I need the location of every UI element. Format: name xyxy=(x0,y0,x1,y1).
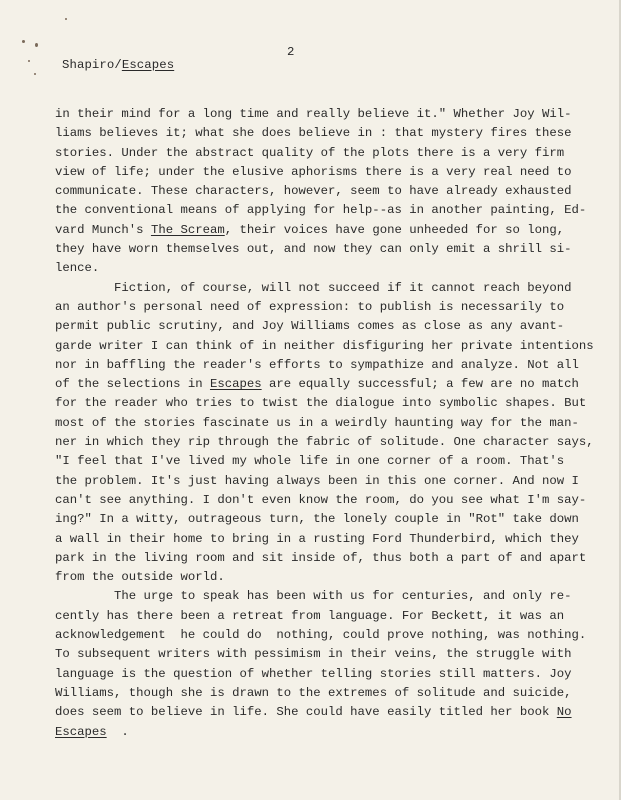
text-line: from the outside world. xyxy=(55,570,225,585)
text-line: an author's personal need of expression: to publish is necessarily to xyxy=(55,299,565,314)
text-line: the conventional means of applying for help--as in another painting, Ed- xyxy=(55,203,587,218)
margin-speck xyxy=(28,60,30,62)
text-line: vard Munch's The Scream, their voices have gone unheeded for so long, xyxy=(55,222,565,237)
text-line: in their mind for a long time and really believe it." Whether Joy Wil- xyxy=(55,107,572,121)
text-line: a wall in their home to bring in a rusting Ford Thunderbird, which they xyxy=(55,531,579,546)
text-line: nor in baffling the reader's efforts to sympathize and analyze. Not all xyxy=(55,357,579,372)
underlined-title: The Scream xyxy=(150,222,225,237)
text-line: To subsequent writers with pessimism in their veins, the struggle with xyxy=(55,647,572,662)
text-line: ing?" In a witty, outrageous turn, the lonely couple in "Rot" take down xyxy=(55,512,579,527)
margin-speck xyxy=(34,73,36,75)
underlined-title: Escapes xyxy=(55,724,107,739)
text-line: acknowledgement he could do nothing, could prove nothing, was nothing. xyxy=(55,628,587,643)
text-line: park in the living room and sit inside of, thus both a part of and apart xyxy=(55,550,587,565)
text-line: does seem to believe in life. She could have easily titled her book No xyxy=(55,705,572,720)
underlined-title: No xyxy=(556,705,572,720)
text-line: permit public scrutiny, and Joy Williams comes as close as any avant- xyxy=(55,319,565,334)
text-line: view of life; under the elusive aphorisms there is a very real need to xyxy=(55,164,572,179)
text-line: Escapes . xyxy=(55,724,129,739)
text-line: garde writer I can think of in neither disfiguring her private intentions xyxy=(55,338,594,353)
text-line: communicate. These characters, however, seem to have already exhausted xyxy=(55,184,572,199)
running-header xyxy=(62,58,174,72)
text-line: most of the stories fascinate us in a weirdly haunting way for the man- xyxy=(55,415,579,430)
text-line: Williams, though she is drawn to the extremes of solitude and suicide, xyxy=(55,685,572,700)
text-line: liams believes it; what she does believe in : that mystery fires these xyxy=(55,126,572,141)
underlined-title: Escapes xyxy=(209,377,262,392)
header-author: Shapiro/ xyxy=(62,58,122,72)
margin-speck xyxy=(35,43,38,47)
text-line: language is the question of whether telling stories still matters. Joy xyxy=(55,666,572,681)
text-line: ner in which they rip through the fabric of solitude. One character says, xyxy=(55,435,594,450)
text-line: cently has there been a retreat from language. For Beckett, it was an xyxy=(55,608,565,623)
text-line: of the selections in Escapes are equally successful; a few are no match xyxy=(55,377,579,392)
body-text xyxy=(55,105,595,742)
margin-speck xyxy=(22,40,25,43)
text-line: the problem. It's just having always been in this one corner. And now I xyxy=(55,473,579,488)
header-title: Escapes xyxy=(121,58,175,72)
text-line: "I feel that I've lived my whole life in one corner of a room. That's xyxy=(55,454,565,469)
page-number: 2 xyxy=(287,45,295,59)
text-line: lence. xyxy=(55,261,100,276)
text-line: stories. Under the abstract quality of the plots there is a very firm xyxy=(55,145,565,160)
text-line: can't see anything. I don't even know the room, do you see what I'm say- xyxy=(55,492,587,507)
text-line: for the reader who tries to twist the dialogue into symbolic shapes. But xyxy=(55,396,587,411)
margin-speck xyxy=(65,18,67,20)
text-line: The urge to speak has been with us for centuries, and only re- xyxy=(55,589,572,604)
text-line: Fiction, of course, will not succeed if it cannot reach beyond xyxy=(55,280,572,295)
text-line: they have worn themselves out, and now they can only emit a shrill si- xyxy=(55,242,572,257)
